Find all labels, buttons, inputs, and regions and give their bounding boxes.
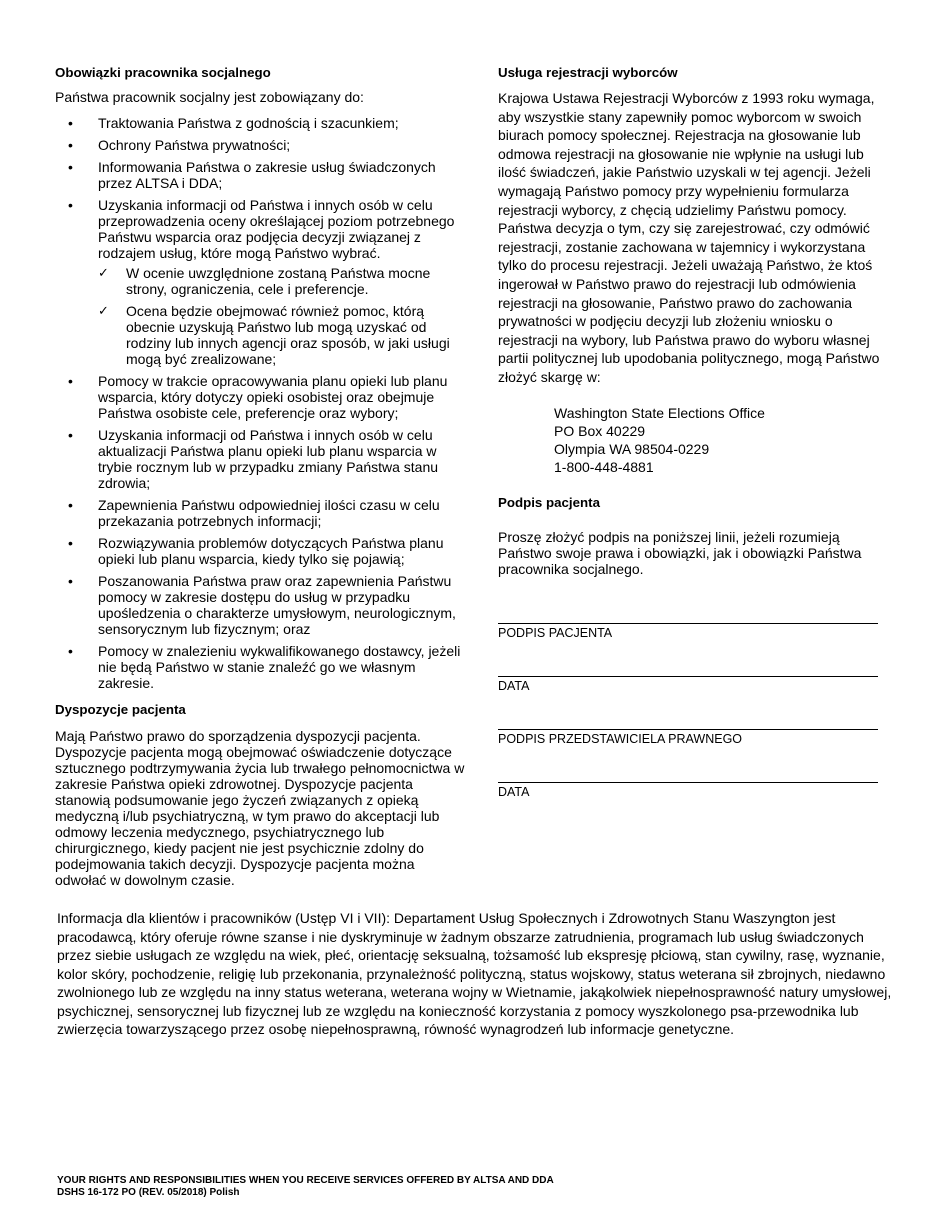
voter-section [498, 64, 883, 387]
patient-date-line[interactable]: DATA [498, 676, 878, 693]
voter-heading: Usługa rejestracji wyborców [498, 65, 678, 80]
duty-item: • Pomocy w znalezieniu wykwalifikowanego dostawcy, jeżeli nie będą Państwo w stanie znaleźć go we własnym zakresie. [55, 643, 465, 691]
elections-office-address [554, 404, 883, 476]
address-line: Olympia WA 98504-0229 [554, 440, 710, 457]
voter-body: Krajowa Ustawa Rejestracji Wyborców z 1993 roku wymaga, aby wszystkie stany zapewniły pomoc wyborcom w swoich biurach pomocy społecznej. Rejestracja na głosowanie lub odmowa rejestracji na głosowanie nie wpłynie na usługi lub ilość świadczeń, jakie Państwio uzyskali w tej agencji. Jeżeli wymagają Państwo pomocy przy wypełnieniu formularza rejestracji wyborcy, z chęcią udzielimy Państwu pomocy. Państwa decyzja o tym, czy się zarejestrować, czy odmówić rejestracji, zostanie zachowana w tajemnicy i wykorzystana tylko do procesu rejestracji. Jeżeli uważają Państwo, że ktoś ingerował w Państwo prawo do rejestracji lub odmówienia rejestracji na głosowanie, Państwo prawo do zachowania prywatności w podjęciu decyzji lub złożeniu wniosku o rejestracji na wybory, lub Państwa prawo do wyboru własnej partii politycznej lub upodobania politycznego, mogą Państwo złożyć skargę w: [498, 90, 880, 385]
duty-item: • Poszanowania Państwa praw oraz zapewnienia Państwu pomocy w zakresie dostępu do usług w przypadku upośledzenia o charakterze umysłowym, neurologicznym, sensorycznym lub fizycznym; oraz [55, 573, 465, 637]
duty-item: • Traktowania Państwa z godnością i szacunkiem; [55, 115, 465, 131]
directives-body: Mają Państwo prawo do sporządzenia dyspozycji pacjenta. Dyspozycje pacjenta mogą obejmować oświadczenie dotyczące sztucznego podtrzymywania życia lub trwałego pełnomocnictwa w zakresie Państwa opieki zdrowotnej. Dyspozycje pacjenta stanowią podsumowanie jego życzeń związanych z opieką medyczną i/lub psychiatryczną, w tym prawo do akceptacji lub odmowy leczenia medycznego, psychiatrycznego lub chirurgicznego, kiedy pacjent nie jest psychicznie zdolny do podejmowania takich decyzji. Dyspozycje pacjenta można odwołać w dowolnym czasie. [55, 728, 465, 888]
duties-heading: Obowiązki pracownika socjalnego [55, 65, 271, 80]
nondiscrimination-notice: Informacja dla klientów i pracowników (Ustęp VI i VII): Departament Usług Społecznych i Zdrowotnych Stanu Waszyngton jest pracodawcą, który oferuje równe szanse i nie dyskryminuje w żadnym obszarze zatrudnienia, programach lub usług świadczonych przez siebie usługach ze względu na wiek, płeć, orientację seksualną, tożsamość lub ekspresję płciową, stan cywilny, rasę, wyznanie, kolor skóry, pochodzenie, religię lub przekonania, przynależność polityczną, status wojskowy, status weterana sił zbrojnych, niedawno zwolnionego lub ze względu na inny status weterana, weterana wojny w Wietnamie, jakąkolwiek niepełnosprawność natury umysłowej, psychicznej, sensorycznej lub fizycznej lub ze względu na konieczność korzystania z pomocy wyszkolonego psa-przewodnika lub zwierzęcia towarzyszącego przez osobę niepełnosprawną, równość wynagrodzeń lub informacje genetyczne. [57, 910, 892, 1037]
right-column [498, 64, 883, 799]
duty-item-assessment [55, 197, 465, 367]
assessment-sublist [98, 265, 465, 367]
duty-item-text: Uzyskania informacji od Państwa i innych osób w celu przeprowadzenia oceny określającej poziom potrzebnego Państwu wsparcia oraz podjęcia decyzji związanej z rodzajem usług, które mogą Państwo wybrać. [98, 197, 455, 261]
address-line: PO Box 40229 [554, 422, 646, 439]
form-footer [57, 1175, 554, 1199]
form-title: YOUR RIGHTS AND RESPONSIBILITIES WHEN YOU RECEIVE SERVICES OFFERED BY ALTSA AND DDA [57, 1175, 554, 1186]
directives-heading: Dyspozycje pacjenta [55, 702, 186, 717]
check-item: ✓ W ocenie uwzględnione zostaną Państwa mocne strony, ograniczenia, cele i preferencje. [98, 265, 465, 297]
representative-date-line[interactable]: DATA [498, 782, 878, 799]
duty-item: • Informowania Państwa o zakresie usług świadczonych przez ALTSA i DDA; [55, 159, 465, 191]
duty-item: • Ochrony Państwa prywatności; [55, 137, 465, 153]
duties-intro: Państwa pracownik socjalny jest zobowiązany do: [55, 89, 364, 105]
left-column [55, 64, 465, 888]
duty-item: • Uzyskania informacji od Państwa i innych osób w celu aktualizacji Państwa planu opieki lub planu wsparcia w trybie rocznym lub w przypadku zmiany Państwa stanu zdrowia; [55, 427, 465, 491]
form-number: DSHS 16-172 PO (REV. 05/2018) Polish [57, 1187, 240, 1198]
address-line: Washington State Elections Office [554, 404, 765, 421]
signature-instructions: Proszę złożyć podpis na poniższej linii, jeżeli rozumieją Państwo swoje prawa i obowiązki, jak i obowiązki Państwa pracownika socjalnego. [498, 528, 862, 577]
duty-item: • Pomocy w trakcie opracowywania planu opieki lub planu wsparcia, który dotyczy opieki osobistej oraz obejmuje Państwa osobiste cele, preferencje oraz wybory; [55, 373, 465, 421]
duty-item: • Rozwiązywania problemów dotyczących Państwa planu opieki lub planu wsparcia, kiedy tylko się pojawią; [55, 535, 465, 567]
patient-signature-line[interactable]: PODPIS PACJENTA [498, 623, 878, 640]
phone-number: 1-800-448-4881 [554, 458, 654, 475]
check-item: ✓ Ocena będzie obejmować również pomoc, którą obecnie uzyskują Państwo lub mogą uzyskać od rodziny lub innych agencji oraz sposób, w jaki usługi mogą być zrealizowane; [98, 303, 465, 367]
duty-item: • Zapewnienia Państwu odpowiedniej ilości czasu w celu przekazania potrzebnych informacji; [55, 497, 465, 529]
signature-heading: Podpis pacjenta [498, 494, 600, 510]
representative-signature-line[interactable]: PODPIS PRZEDSTAWICIELA PRAWNEGO [498, 729, 878, 746]
duties-list [55, 115, 465, 691]
